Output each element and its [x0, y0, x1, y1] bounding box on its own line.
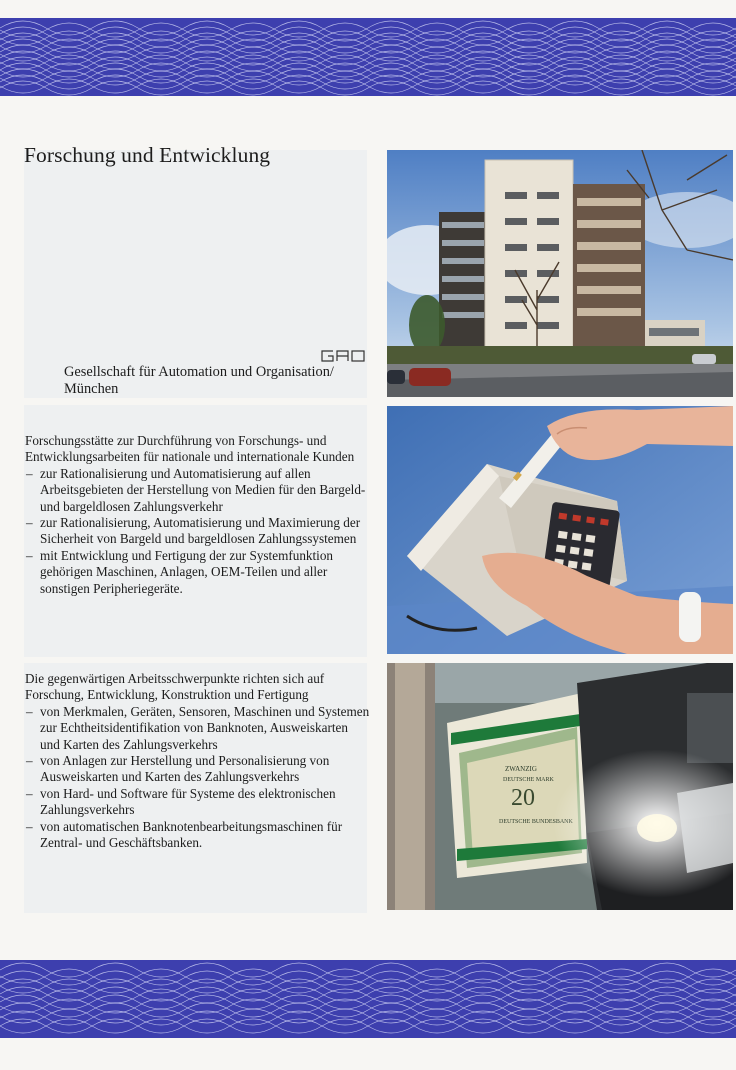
- page-title: Forschung und Entwicklung: [24, 143, 271, 167]
- list-item: – von Hard- und Software für Systeme des elektronischen Zahlungsverkehrs: [25, 786, 370, 819]
- focus-list: [25, 704, 370, 852]
- list-item: – zur Rationalisierung und Automatisierung auf allen Arbeitsgebieten der Herstellung von Medien für den Bargeld- und bargeldlosen Zahlungsverkehr: [25, 466, 370, 515]
- banknote-photo: [387, 663, 733, 910]
- list-item: – von automatischen Banknotenbearbeitungsmaschinen für Zentral- und Geschäftsbanken.: [25, 819, 370, 852]
- gao-logo-mark: [321, 350, 367, 362]
- list-item: – von Merkmalen, Geräten, Sensoren, Maschinen und Systemen zur Echtheitsidentifikation von Banknoten, Ausweiskarten und Karten des Zahlungsverkehrs: [25, 704, 370, 753]
- guilloche-band-bottom: [0, 960, 736, 1038]
- research-list: [25, 466, 370, 597]
- list-item: – mit Entwicklung und Fertigung der zur Systemfunktion gehörigen Maschinen, Anlagen, OEM-Teilen und aller sonstigen Peripheriegeräte.: [25, 548, 370, 597]
- focus-intro: Die gegenwärtigen Arbeitsschwerpunkte richten sich auf Forschung, Entwicklung, Konstruktion und Fertigung: [25, 671, 325, 703]
- focus-description: [25, 671, 370, 851]
- building-photo: [387, 150, 733, 397]
- company-name: Gesellschaft für Automation und Organisation/ München: [64, 364, 334, 397]
- card-reader-photo: [387, 406, 733, 654]
- list-item: – zur Rationalisierung, Automatisierung und Maximierung der Sicherheit von Bargeld und bargeldlosen Zahlungssystemen: [25, 515, 370, 548]
- research-intro: Forschungsstätte zur Durchführung von Forschungs- und Entwicklungsarbeiten für nationale und internationale Kunden: [25, 433, 355, 465]
- intro-panel: [24, 150, 367, 398]
- list-item: – von Anlagen zur Herstellung und Personalisierung von Ausweiskarten und Karten des Zahlungsverkehrs: [25, 753, 370, 786]
- research-description: [25, 433, 370, 597]
- guilloche-band-top: [0, 18, 736, 96]
